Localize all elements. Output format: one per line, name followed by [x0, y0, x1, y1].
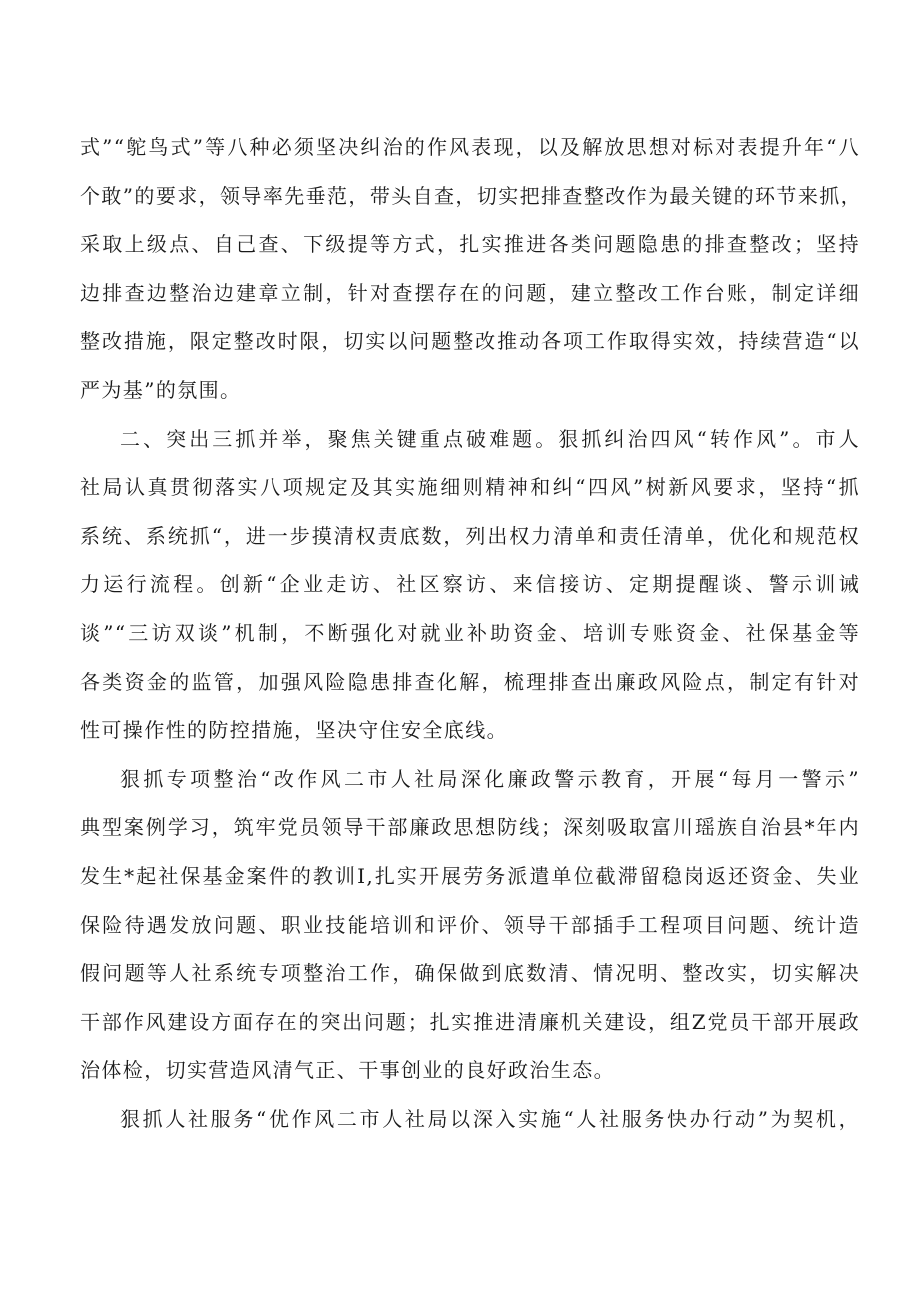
text-line: 假问题等人社系统专项整治工作，确保做到底数清、情况明、整改实，切实解决	[80, 961, 860, 986]
text-line: 保险待遇发放问题、职业技能培训和评价、领导干部插手工程项目问题、统计造	[80, 912, 860, 937]
text-line: 谈”“三访双谈”机制，不断强化对就业补助资金、培训专账资金、社保基金等	[80, 620, 860, 645]
text-line: 发生*起社保基金案件的教训I,扎实开展劳务派遣单位截滞留稳岗返还资金、失业	[80, 863, 860, 888]
text-line: 系统、系统抓“，进一步摸清权责底数，列出权力清单和责任清单，优化和规范权	[80, 523, 860, 548]
text-line: 边排查边整治边建章立制，针对查摆存在的问题，建立整改工作台账，制定详细	[80, 280, 860, 305]
paragraph-1	[80, 123, 863, 415]
text-line: 干部作风建设方面存在的突出问题；扎实推进清廉机关建设，组Z党员干部开展政	[80, 1009, 860, 1034]
text-line: 二、突出三抓并举，聚焦关键重点破难题。狠抓纠治四风“转作风”。市人	[120, 426, 860, 451]
text-line: 力运行流程。创新“企业走访、社区察访、来信接访、定期提醒谈、警示训诫	[80, 572, 860, 597]
text-line: 狠抓专项整治“改作风二市人社局深化廉政警示教育，开展“每月一警示”	[120, 766, 860, 791]
text-line: 个敢”的要求，领导率先垂范，带头自查，切实把排查整改作为最关键的环节来抓，	[80, 183, 863, 208]
text-line: 整改措施，限定整改时限，切实以问题整改推动各项工作取得实效，持续营造“以	[80, 329, 860, 354]
text-line: 典型案例学习，筑牢党员领导干部廉政思想防线；深刻吸取富川瑶族自治县*年内	[80, 815, 860, 840]
text-line: 治体检，切实营造风清气正、干事创业的良好政治生态。	[80, 1058, 615, 1083]
text-line: 式”“鸵鸟式”等八种必须坚决纠治的作风表现，以及解放思想对标对表提升年“八	[80, 135, 860, 159]
document-body	[80, 123, 863, 1143]
paragraph-2	[80, 415, 860, 755]
text-line: 严为基”的氛围。	[80, 377, 242, 402]
text-line: 社局认真贯彻落实八项规定及其实施细则精神和纠“四风”树新风要求，坚持“抓	[80, 475, 860, 500]
text-line: 各类资金的监管，加强风险隐患排查化解，梳理排查出廉政风险点，制定有针对	[80, 669, 860, 694]
text-line: 狠抓人社服务“优作风二市人社局以深入实施“人社服务快办行动”为契机，	[120, 1106, 860, 1131]
paragraph-4	[80, 1095, 860, 1144]
text-line: 性可操作性的防控措施，坚决守住安全底线。	[80, 718, 508, 743]
text-line: 采取上级点、自己查、下级提等方式，扎实推进各类问题隐患的排查整改；坚持	[80, 232, 860, 257]
paragraph-3	[80, 755, 860, 1095]
